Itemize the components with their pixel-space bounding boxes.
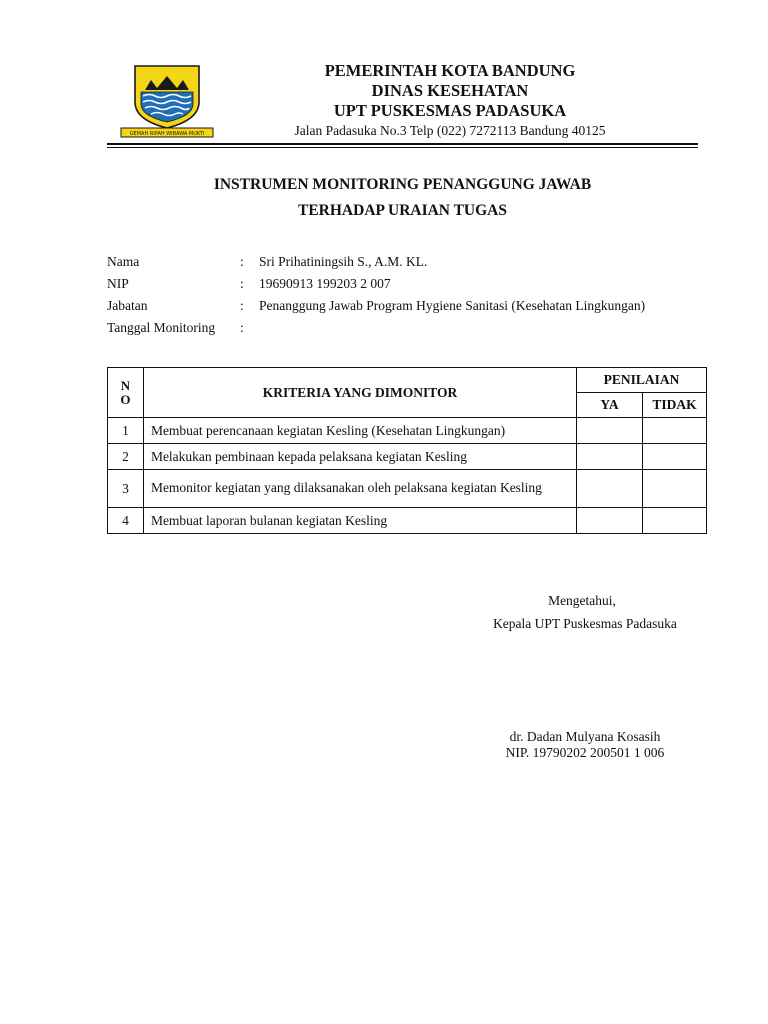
field-colon: : [240, 276, 244, 291]
signature-acknowledged: Mengetahui, [548, 593, 616, 608]
row-yes-cell [577, 508, 643, 534]
signature-position: Kepala UPT Puskesmas Padasuka [493, 616, 677, 631]
field-label-jabatan: Jabatan [107, 298, 148, 313]
row-number: 1 [108, 418, 144, 444]
table-header-yes: YA [577, 393, 643, 418]
row-no-cell [643, 508, 707, 534]
logo-motto: GEMAH RIPAH WIBAWA MUKTI [129, 131, 205, 137]
table-header-no-answer: TIDAK [643, 393, 707, 418]
row-yes-cell [577, 444, 643, 470]
table-row [108, 470, 707, 508]
document-title-line2: TERHADAP URAIAN TUGAS [298, 202, 507, 219]
row-criteria: Memonitor kegiatan yang dilaksanakan oleh pelaksana kegiatan Kesling [143, 470, 576, 508]
row-number: 3 [108, 470, 144, 508]
row-no-cell [643, 470, 707, 508]
row-number: 4 [108, 508, 144, 534]
row-criteria: Membuat laporan bulanan kegiatan Kesling [143, 508, 576, 534]
letterhead-divider-thick [107, 143, 698, 145]
table-row [108, 418, 707, 444]
monitoring-criteria-table [107, 367, 707, 534]
letterhead-unit: UPT PUSKESMAS PADASUKA [333, 101, 567, 120]
letterhead-department: DINAS KESEHATAN [371, 81, 529, 100]
table-row [108, 508, 707, 534]
row-no-cell [643, 444, 707, 470]
field-colon: : [240, 254, 244, 269]
row-criteria: Melakukan pembinaan kepada pelaksana kegiatan Kesling [143, 444, 576, 470]
field-value-nip: 19690913 199203 2 007 [259, 276, 391, 291]
field-colon: : [240, 320, 244, 335]
table-header-criteria: KRITERIA YANG DIMONITOR [143, 368, 576, 418]
table-row [108, 444, 707, 470]
table-header-no-line2: O [120, 391, 131, 407]
field-label-nama: Nama [107, 254, 140, 269]
row-number: 2 [108, 444, 144, 470]
field-label-nip: NIP [107, 276, 129, 291]
field-colon: : [240, 298, 244, 313]
letterhead-address: Jalan Padasuka No.3 Telp (022) 7272113 Bandung 40125 [294, 123, 606, 138]
table-header-assessment: PENILAIAN [577, 368, 707, 393]
row-yes-cell [577, 418, 643, 444]
letterhead-government: PEMERINTAH KOTA BANDUNG [324, 61, 576, 80]
document-title-line1: INSTRUMEN MONITORING PENANGGUNG JAWAB [213, 176, 592, 193]
field-label-tanggal-monitoring: Tanggal Monitoring [107, 320, 216, 335]
table-header-no [108, 368, 144, 418]
row-yes-cell [577, 470, 643, 508]
field-value-nama: Sri Prihatiningsih S., A.M. KL. [259, 254, 428, 269]
table-header-no-line1: N [120, 377, 131, 393]
row-criteria: Membuat perencanaan kegiatan Kesling (Kesehatan Lingkungan) [143, 418, 576, 444]
signature-name: dr. Dadan Mulyana Kosasih [509, 729, 661, 744]
field-value-jabatan: Penanggung Jawab Program Hygiene Sanitasi (Kesehatan Lingkungan) [259, 298, 646, 313]
signature-nip: NIP. 19790202 200501 1 006 [505, 745, 665, 760]
row-no-cell [643, 418, 707, 444]
letterhead-divider-thin [107, 147, 698, 148]
bandung-city-emblem [117, 62, 217, 140]
